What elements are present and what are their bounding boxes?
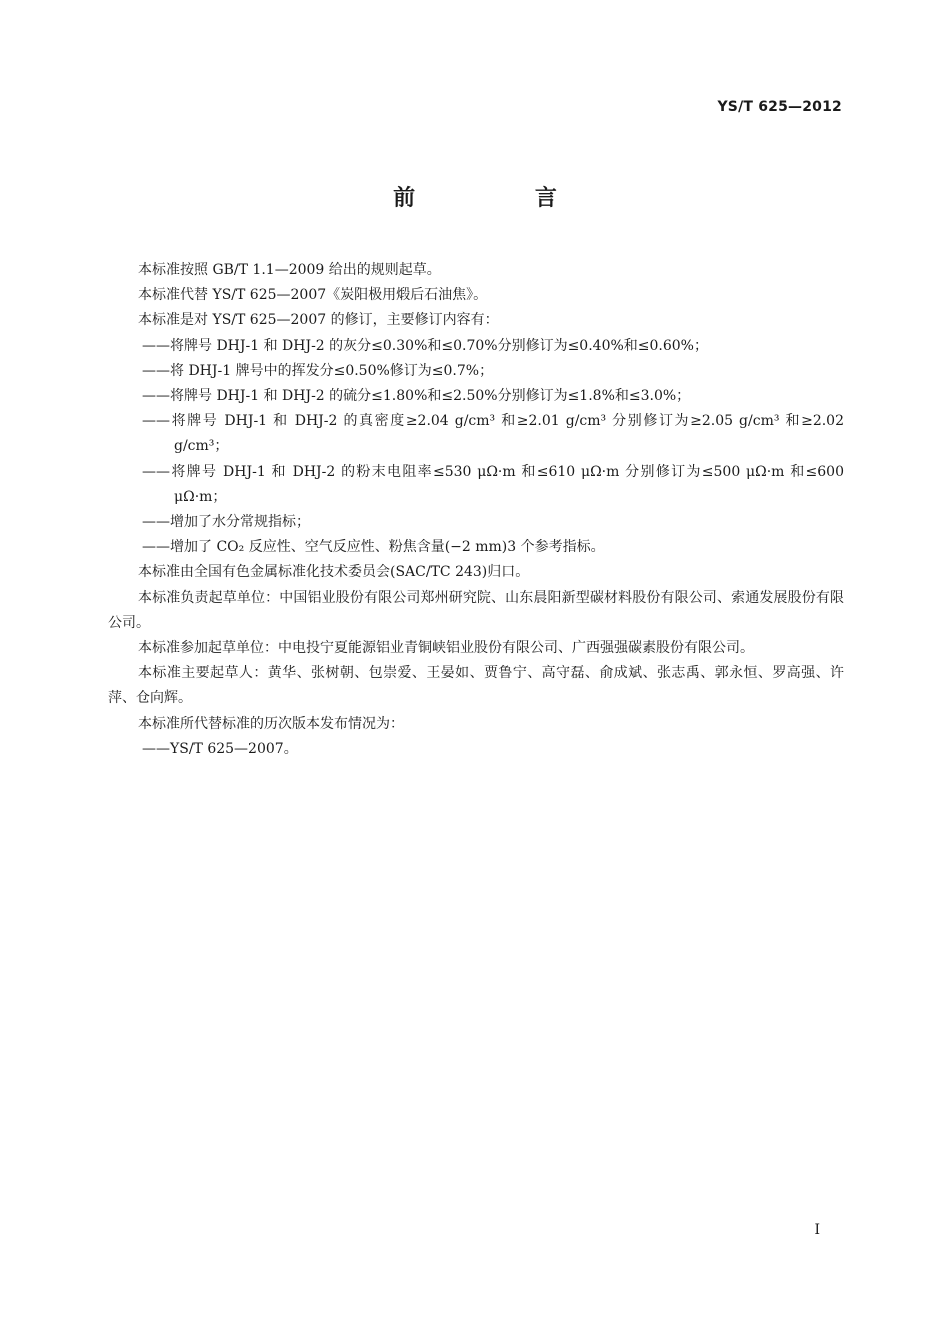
paragraph-history-intro: 本标准所代替标准的历次版本发布情况为： [138,715,404,732]
revision-item-reference-indicators: ——增加了 CO₂ 反应性、空气反应性、粉焦含量(−2 mm)3 个参考指标。 [142,539,605,556]
paragraph-participating-units: 本标准参加起草单位：中电投宁夏能源铝业青铜峡铝业股份有限公司、广西强强碳素股份有限公司。 [138,640,754,657]
foreword-body [108,258,844,762]
page-title: 前 言 [393,186,613,211]
revision-item-moisture: ——增加了水分常规指标； [142,514,310,531]
page-number: I [814,1222,820,1238]
paragraph-drafters: 本标准主要起草人：黄华、张树朝、包崇爱、王晏如、贾鲁宁、高守磊、俞成斌、张志禹、郭永恒、罗高强、许萍、仓向辉。 [108,665,844,707]
revision-item-resistivity: ——将牌号 DHJ-1 和 DHJ-2 的粉末电阻率≤530 μΩ·m 和≤610 μΩ·m 分别修订为≤500 μΩ·m 和≤600 μΩ·m； [142,463,844,505]
paragraph-committee: 本标准由全国有色金属标准化技术委员会(SAC/TC 243)归口。 [138,564,530,581]
revision-item-sulfur: ——将牌号 DHJ-1 和 DHJ-2 的硫分≤1.80%和≤2.50%分别修订为≤1.8%和≤3.0%； [142,388,691,405]
paragraph-responsible-units: 本标准负责起草单位：中国铝业股份有限公司郑州研究院、山东晨阳新型碳材料股份有限公司、索通发展股份有限公司。 [108,589,844,631]
revision-item-volatile: ——将 DHJ-1 牌号中的挥发分≤0.50%修订为≤0.7%； [142,362,494,379]
paragraph-replaces: 本标准代替 YS/T 625—2007《炭阳极用煅后石油焦》。 [138,287,488,304]
standard-code: YS/T 625—2012 [717,99,842,115]
revision-item-density: ——将牌号 DHJ-1 和 DHJ-2 的真密度≥2.04 g/cm³ 和≥2.01 g/cm³ 分别修订为≥2.05 g/cm³ 和≥2.02 g/cm³； [142,413,844,455]
revision-item-ash: ——将牌号 DHJ-1 和 DHJ-2 的灰分≤0.30%和≤0.70%分别修订为≤0.40%和≤0.60%； [142,337,708,354]
history-item: ——YS/T 625—2007。 [142,740,298,757]
paragraph-drafting-rules: 本标准按照 GB/T 1.1—2009 给出的规则起草。 [138,262,441,278]
paragraph-revision-intro: 本标准是对 YS/T 625—2007 的修订，主要修订内容有： [138,312,499,329]
